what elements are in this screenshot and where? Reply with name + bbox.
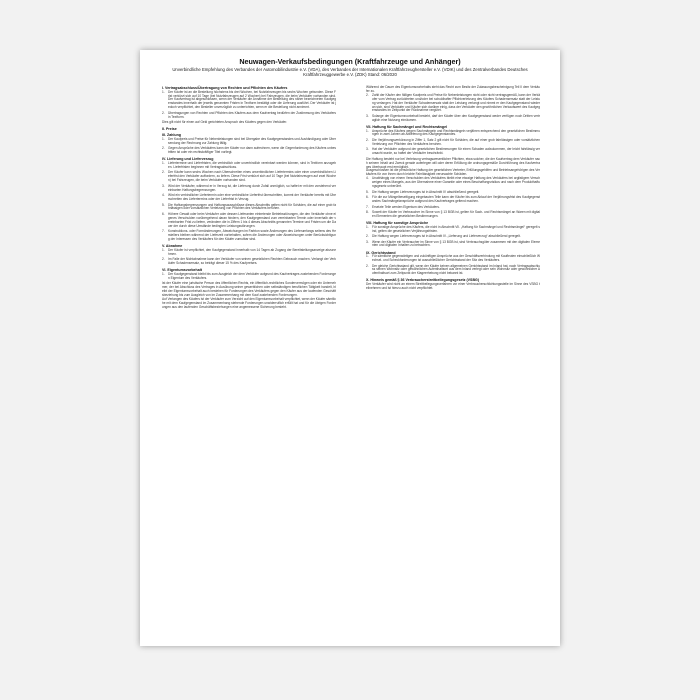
paragraph-number: 5. xyxy=(366,189,369,194)
paragraph-text: Wird der Verkäufer, während er in Verzug ist, die Lieferung durch Zufall unmöglich, so haftet er mit den vorstehend vereinbarten Haftungsbegrenzungen. xyxy=(168,183,336,192)
paragraph-number: 4. xyxy=(162,193,165,198)
paragraph-number: 5. xyxy=(162,202,165,207)
numbered-paragraph xyxy=(162,258,336,266)
paragraph-text: Höhere Gewalt oder beim Verkäufer oder dessen Lieferanten eintretende Betriebsstörungen, die den Verkäufer ohne eigenes Verschulden vorübergehend daran hindern, den Kaufgegenstand zum vereinbarten Termin oder innerhalb der vereinbarten Frist zu liefern, verändern die in Ziffern 1 bis 4 dieses Abschnitts genannten Termine und Fristen um die Dauer der durch diese Umstände bedingten Leistungsstörungen. xyxy=(168,211,336,228)
section-heading: IX. Gerichtsstand xyxy=(366,250,396,255)
document-title: Neuwagen-Verkaufsbedingungen (Kraftfahrzeuge und Anhänger) xyxy=(239,57,461,66)
section-heading: VIII. Haftung für sonstige Ansprüche xyxy=(366,221,429,225)
paragraph-number: 2. xyxy=(162,257,165,262)
paragraph-number: 2. xyxy=(366,137,369,142)
paragraph-text: Liefertermine und Lieferfristen, die verbindlich oder unverbindlich vereinbart werden können, sind in Textform anzugeben. Lieferfristen beginnen mit Vertragsabschluss. xyxy=(168,161,336,169)
numbered-paragraph xyxy=(162,194,336,202)
paragraph-number: 4. xyxy=(366,176,369,181)
numbered-paragraph xyxy=(366,130,540,138)
paragraph-text: Die Haftung wegen Lieferverzuges ist in Abschnitt IV abschließend geregelt. xyxy=(372,189,480,194)
paragraph-number: 1. xyxy=(366,224,369,229)
section-heading: X. Hinweis gemäß § 36 Verbraucherstreitbeilegungsgesetz (VSBG) xyxy=(366,278,480,283)
numbered-paragraph xyxy=(366,206,540,210)
paragraph-note: Die Haftung besteht nur bei Verletzung vertragswesentlicher Pflichten, etwa solcher, die der Kaufvertrag dem Verkäufer nach seinem Inhalt und Zweck gerade auferlegen will oder deren Erfüllung die ordnungsgemäße Durchführung des Kaufvertrages überhaupt erst ermöglicht. xyxy=(366,156,540,169)
paragraph-text: Übertragungen von Rechten und Pflichten des Käufers aus dem Kaufvertrag bedürfen der Zustimmung des Verkäufers in Textform. xyxy=(168,110,336,119)
section-heading: III. Zahlung xyxy=(162,133,181,138)
paragraph-text: Konstruktions- oder Formänderungen, Abweichungen im Farbton sowie Änderungen des Lieferumfangs seitens des Herstellers bleiben während der Lieferzeit vorbehalten, sofern die Änderungen oder Abweichungen unter Berücksichtigung der Interessen des Verkäufers für den Käufer zumutbar sind. xyxy=(168,229,336,241)
paragraph-number: 2. xyxy=(366,92,369,97)
paragraph-note: Ist der Käufer eine juristische Person des öffentlichen Rechts, ein öffentlich-rechtliches Sondervermögen oder ein Unternehmer, der bei Abschluss des Vertrages in Ausübung seiner gewerblichen oder selbständigen beruflichen Tätigkeit handelt, bleibt der Eigentumsvorbehalt auch bestehen für Forderungen des Verkäufers gegen den Käufer aus der laufenden Geschäftsbeziehung bis zum Ausgleich von im Zusammenhang mit dem Kauf zustehenden Forderungen. xyxy=(162,281,336,297)
section-heading: VII. Haftung für Sachmängel und Rechtsmängel xyxy=(366,124,448,129)
document-subtitle: Unverbindliche Empfehlung des Verbandes der Automobilindustrie e.V. (VDA), des Verbandes der Internationalen Kraftfahrzeughersteller e.V. (VDIK) und des Zentralverbandes Deutsches Kraftfahrzeuggewerbe e.V. (ZDK) Stand: 06/2020 xyxy=(172,67,528,77)
paragraph-text: Hat der Verkäufer aufgrund der gesetzlichen Bestimmungen für einen Schaden aufzukommen, der leicht fahrlässig verursacht wurde, so haftet der Verkäufer beschränkt. xyxy=(372,147,540,156)
paragraph-number: 1. xyxy=(366,128,369,133)
paragraph-text: Der gleiche Gerichtsstand gilt, wenn der Käufer keinen allgemeinen Gerichtsstand im Inland hat, nach Vertragsabschluss seinen Wohnsitz oder gewöhnlichen Aufenthaltsort aus dem Inland verlegt oder sein Wohnsitz oder gewöhnlicher Aufenthaltsort zum Zeitpunkt der Klageerhebung nicht bekannt ist. xyxy=(372,263,540,276)
numbered-paragraph xyxy=(366,191,540,195)
paragraph-text: Die Haftung wegen Lieferverzuges ist in Abschnitt IV. „Lieferung und Lieferverzug“ abschließend geregelt. xyxy=(372,234,521,238)
document-page xyxy=(140,50,560,646)
paragraph-text: Für sonstige Ansprüche des Käufers, die nicht in Abschnitt VII. „Haftung für Sachmängel und Rechtsmängel“ geregelt sind, gelten die gesetzlichen Verjährungsfristen. xyxy=(372,224,540,233)
paragraph-number: 2. xyxy=(366,263,369,268)
numbered-paragraph xyxy=(162,185,336,193)
paragraph-text: Im Falle der Nichtabnahme kann der Verkäufer von seinen gesetzlichen Rechten Gebrauch machen. Verlangt der Verkäufer Schadensersatz, so beträgt dieser 15 % des Kaufpreises. xyxy=(168,257,336,265)
paragraph-number: 1. xyxy=(162,247,165,252)
paragraph-number: 1. xyxy=(162,137,165,141)
numbered-paragraph xyxy=(366,196,540,204)
paragraph-number: 7. xyxy=(366,204,369,209)
paragraph-number: 3. xyxy=(162,183,165,188)
numbered-paragraph xyxy=(162,162,336,170)
paragraph-text: Die Haftungsbegrenzungen und Haftungsausschlüsse dieses Abschnitts gelten nicht für Schäden, die auf einer grob fahrlässigen oder vorsätzlichen Verletzung von Pflichten des Verkäufers beruhen. xyxy=(168,202,336,211)
paragraph-text: Unabhängig von einem Verschulden des Verkäufers bleibt eine etwaige Haftung des Verkäufers bei arglistigem Verschweigen eines Mangels, aus der Übernahme einer Garantie oder eines Beschaffungsrisikos und nach dem Produkthaftungsgesetz unberührt. xyxy=(372,176,540,189)
paragraph-text: Solange der Eigentumsvorbehalt besteht, darf der Käufer über den Kaufgegenstand weder verfügen noch Dritten vertraglich eine Nutzung einräumen. xyxy=(372,113,540,122)
numbered-paragraph xyxy=(162,171,336,183)
paragraph-text: Gegen Ansprüche des Verkäufers kann der Käufer nur dann aufrechnen, wenn die Gegenforderung des Käufers unbestritten ist oder ein rechtskräftiger Titel vorliegt. xyxy=(168,146,336,155)
numbered-paragraph xyxy=(366,255,540,263)
paragraph-number: 6. xyxy=(162,211,165,216)
paragraph-number: 3. xyxy=(366,113,369,118)
section-heading: VI. Eigentumsvorbehalt xyxy=(162,268,202,273)
paragraph-text: Der Käufer ist an die Bestellung höchstens bis drei Wochen, bei Nutzfahrzeugen bis sechs Wochen gebunden. Diese Frist verkürzt sich auf 10 Tage (bei Nutzfahrzeugen auf 2 Wochen) bei Fahrzeugen, die beim Verkäufer vorhanden sind. Der Kaufvertrag ist abgeschlossen, wenn der Verkäufer die Annahme der Bestellung des näher bezeichneten Kaufgegenstandes innerhalb der jeweils genannten Fristen in Textform bestätigt oder die Lieferung ausführt. Der Verkäufer ist jedoch verpflichtet, den Besteller unverzüglich zu unterrichten, wenn er die Bestellung nicht annimmt. xyxy=(168,89,336,110)
paragraph-note: Während der Dauer des Eigentumsvorbehalts steht das Recht zum Besitz der Zulassungsbescheinigung Teil II dem Verkäufer zu. xyxy=(366,85,540,93)
section-heading: IV. Lieferung und Lieferverzug xyxy=(162,157,214,162)
paragraph-number: 7. xyxy=(162,229,165,234)
numbered-paragraph xyxy=(162,112,336,120)
paragraph-text: Der Käufer ist verpflichtet, den Kaufgegenstand innerhalb von 14 Tagen ab Zugang der Bereitstellungsanzeige abzunehmen. xyxy=(168,247,336,256)
paragraph-number: 1. xyxy=(162,161,165,165)
numbered-paragraph xyxy=(162,249,336,257)
section-heading: I. Vertragsabschluss/Übertragung von Rechten und Pflichten des Käufers xyxy=(162,86,288,90)
paragraph-text: Der Kaufgegenstand bleibt bis zum Ausgleich der dem Verkäufer aufgrund des Kaufvertrages zustehenden Forderungen Eigentum des Verkäufers. xyxy=(168,271,336,280)
paragraph-number: 1. xyxy=(366,254,369,259)
paragraph-number: 2. xyxy=(162,110,165,115)
paragraph-number: 2. xyxy=(162,170,165,175)
numbered-paragraph xyxy=(366,211,540,219)
numbered-paragraph xyxy=(366,148,540,156)
paragraph-text: Der Kaufpreis und Preise für Nebenleistungen sind bei Übergabe des Kaufgegenstandes und Aushändigung oder Übersendung der Rechnung zur Zahlung fällig. xyxy=(168,137,336,145)
numbered-paragraph xyxy=(162,147,336,155)
paragraph-number: 2. xyxy=(366,234,369,238)
numbered-paragraph xyxy=(366,265,540,277)
paragraph-text: Der Käufer kann sechs Wochen nach Überschreiten eines unverbindlichen Liefertermins oder einer unverbindlichen Lieferfrist den Verkäufer auffordern, zu liefern. Diese Frist verkürzt sich auf 10 Tage (bei Nutzfahrzeugen auf zwei Wochen) bei Fahrzeugen, die beim Verkäufer vorhanden sind. xyxy=(168,170,336,183)
numbered-paragraph xyxy=(366,235,540,239)
paragraph-text: Die Verjährungsverkürzung in Ziffer 1, Satz 2 gilt nicht für Schäden, die auf einer grob fahrlässigen oder vorsätzlichen Verletzung von Pflichten des Verkäufers beruhen. xyxy=(372,137,540,146)
paragraph-number: 2. xyxy=(162,146,165,151)
paragraph-number: 6. xyxy=(366,195,369,200)
numbered-paragraph xyxy=(366,94,540,114)
paragraph-note: Der Verkäufer wird nicht an einem Streitbeilegungsverfahren vor einer Verbraucherschlichtungsstelle im Sinne des VSBG teilnehmen und ist hierzu auch nicht verpflichtet. xyxy=(366,282,540,290)
paragraph-text: Wird ein verbindlicher Liefertermin oder eine verbindliche Lieferfrist überschritten, kommt der Verkäufer bereits mit Überschreiten des Liefertermins oder der Lieferfrist in Verzug. xyxy=(168,193,336,202)
right-column xyxy=(366,86,540,291)
numbered-paragraph xyxy=(162,213,336,229)
paragraph-number: 1. xyxy=(162,271,165,276)
paragraph-text: Für die zur Mängelbeseitigung eingebauten Teile kann der Käufer bis zum Ablauf der Verjährungsfrist des Kaufgegenstandes Sachmängelansprüche aufgrund des Kaufvertrages geltend machen. xyxy=(372,195,540,203)
paragraph-text: Soweit der Käufer im Verbraucher im Sinne von § 13 BGB ist, gelten für Sach- und Rechtsmängel an Waren mit digitalen Elementen die gesetzlichen Bestimmungen. xyxy=(372,210,540,218)
paragraph-number: 8. xyxy=(366,210,369,214)
section-heading: V. Abnahme xyxy=(162,244,183,249)
paragraph-note: Ausgeschlossen ist die persönliche Haftung der gesetzlichen Vertreter, Erfüllungsgehilfen und Betriebsangehörigen des Verkäufers für von ihnen durch leichte Fahrlässigkeit verursachte Schäden. xyxy=(366,168,541,177)
paragraph-text: Zahlt der Käufer den fälligen Kaufpreis und Preise für Nebenleistungen nicht oder nicht vertragsgemäß, kann der Verkäufer vom Vertrag zurücktreten und/oder bei schuldhafter Pflichtverletzung des Käufers Schadensersatz statt der Leistung verlangen. Hat der Verkäufer Schadensersatz statt der Leistung verlangt und nimmt er den Kaufgegenstand wieder an sich, sind Verkäufer und Käufer sich darüber einig, dass der Verkäufer den gewöhnlichen Verkaufswert des Kaufgegenstandes im Zeitpunkt der Rücknahme vergütet. xyxy=(372,92,540,113)
numbered-paragraph xyxy=(162,273,336,281)
paragraph-number: 3. xyxy=(366,239,369,244)
paragraph-text: Ansprüche des Käufers wegen Sachmängeln und Rechtsmängeln verjähren entsprechend den gesetzlichen Bestimmungen in zwei Jahren ab Ablieferung des Kaufgegenstandes. xyxy=(372,128,540,137)
paragraph-number: 1. xyxy=(162,89,165,94)
paragraph-note: Dies gilt nicht für einen auf Geld gerichteten Anspruch des Käufers gegen den Verkäufer. xyxy=(162,120,288,125)
section-heading: II. Preise xyxy=(162,127,177,132)
numbered-paragraph xyxy=(366,139,540,147)
numbered-paragraph xyxy=(162,91,336,111)
left-column xyxy=(162,86,336,309)
numbered-paragraph xyxy=(162,204,336,212)
numbered-paragraph xyxy=(162,230,336,242)
numbered-paragraph xyxy=(366,241,540,249)
numbered-paragraph xyxy=(162,138,336,146)
numbered-paragraph xyxy=(366,115,540,123)
paragraph-text: Ersetzte Teile werden Eigentum des Verkäufers. xyxy=(372,204,440,209)
numbered-paragraph xyxy=(366,226,540,234)
paragraph-number: 3. xyxy=(366,147,369,152)
paragraph-note: Auf Verlangen des Käufers ist der Verkäufer zum Verzicht auf den Eigentumsvorbehalt verpflichtet, wenn der Käufer sämtliche mit dem Kaufgegenstand im Zusammenhang stehende Forderungen unwiderruflich erfüllt hat und für die übrigen Forderungen aus den laufenden Geschäftsbeziehungen eine angemessene Sicherung besteht. xyxy=(162,296,336,309)
numbered-paragraph xyxy=(366,177,540,189)
paragraph-text: Für sämtliche gegenwärtigen und zukünftigen Ansprüche aus der Geschäftsverbindung mit Kaufleuten einschließlich Wechsel- und Scheckforderungen ist ausschließlicher Gerichtsstand der Sitz des Verkäufers. xyxy=(372,254,540,262)
paragraph-text: Wenn der Käufer ein Verbraucher im Sinne von § 13 BGB ist, sind Verbrauchsgüter zusammen mit den digitalen Elementen und digitalen Inhalten zu betrachten. xyxy=(372,239,540,248)
